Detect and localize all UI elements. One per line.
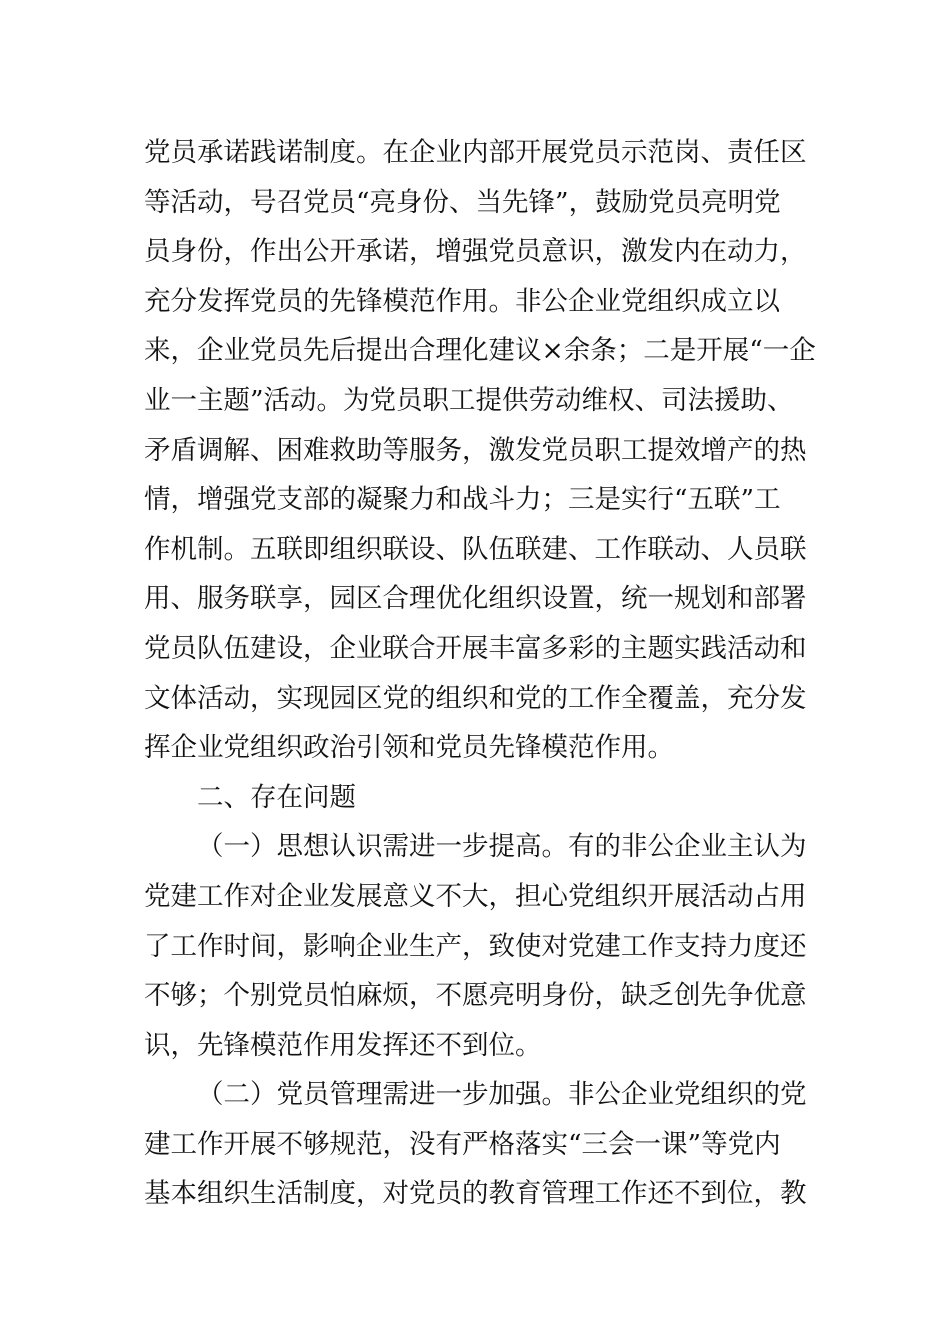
section-heading: 二、存在问题	[197, 781, 356, 813]
body-line-12: 文体活动，实现园区党的组织和党的工作全覆盖，充分发	[144, 682, 807, 714]
body-line-4: 充分发挥党员的先锋模范作用。非公企业党组织成立以	[144, 285, 780, 317]
body-line-11: 党员队伍建设，企业联合开展丰富多彩的主题实践活动和	[144, 632, 807, 664]
body-line-6: 业一主题”活动。为党员职工提供劳动维权、司法援助、	[144, 384, 794, 416]
body-line-13: 挥企业党组织政治引领和党员先锋模范作用。	[144, 732, 674, 764]
body-line-8: 情，增强党支部的凝聚力和战斗力；三是实行“五联”工	[144, 484, 781, 516]
body-line-10: 用、服务联享，园区合理优化组织设置，统一规划和部署	[144, 583, 807, 615]
body-line-9: 作机制。五联即组织联设、队伍联建、工作联动、人员联	[144, 533, 807, 565]
body-line-7: 矛盾调解、困难救助等服务，激发党员职工提效增产的热	[144, 434, 807, 466]
body-line-1: 党员承诺践诺制度。在企业内部开展党员示范岗、责任区	[144, 137, 807, 168]
subsection-2-first-line: （二）党员管理需进一步加强。非公企业党组织的党	[197, 1079, 807, 1111]
document-body	[144, 128, 814, 1219]
body-line-3: 员身份，作出公开承诺，增强党员意识，激发内在动力，	[144, 236, 807, 268]
body-line-19: 识，先锋模范作用发挥还不到位。	[144, 1029, 542, 1061]
body-line-22: 基本组织生活制度，对党员的教育管理工作还不到位，教	[144, 1178, 807, 1210]
body-line-16: 党建工作对企业发展意义不大，担心党组织开展活动占用	[144, 880, 807, 912]
body-line-21: 建工作开展不够规范，没有严格落实“三会一课”等党内	[144, 1128, 781, 1160]
subsection-1-first-line: （一）思想认识需进一步提高。有的非公企业主认为	[197, 831, 807, 863]
body-line-2: 等活动，号召党员“亮身份、当先锋”，鼓励党员亮明党	[144, 186, 781, 218]
body-line-5: 来，企业党员先后提出合理化建议×余条；二是开展“一企	[144, 335, 816, 367]
body-line-17: 了工作时间，影响企业生产，致使对党建工作支持力度还	[144, 930, 807, 962]
body-line-18: 不够；个别党员怕麻烦，不愿亮明身份，缺乏创先争优意	[144, 980, 807, 1012]
